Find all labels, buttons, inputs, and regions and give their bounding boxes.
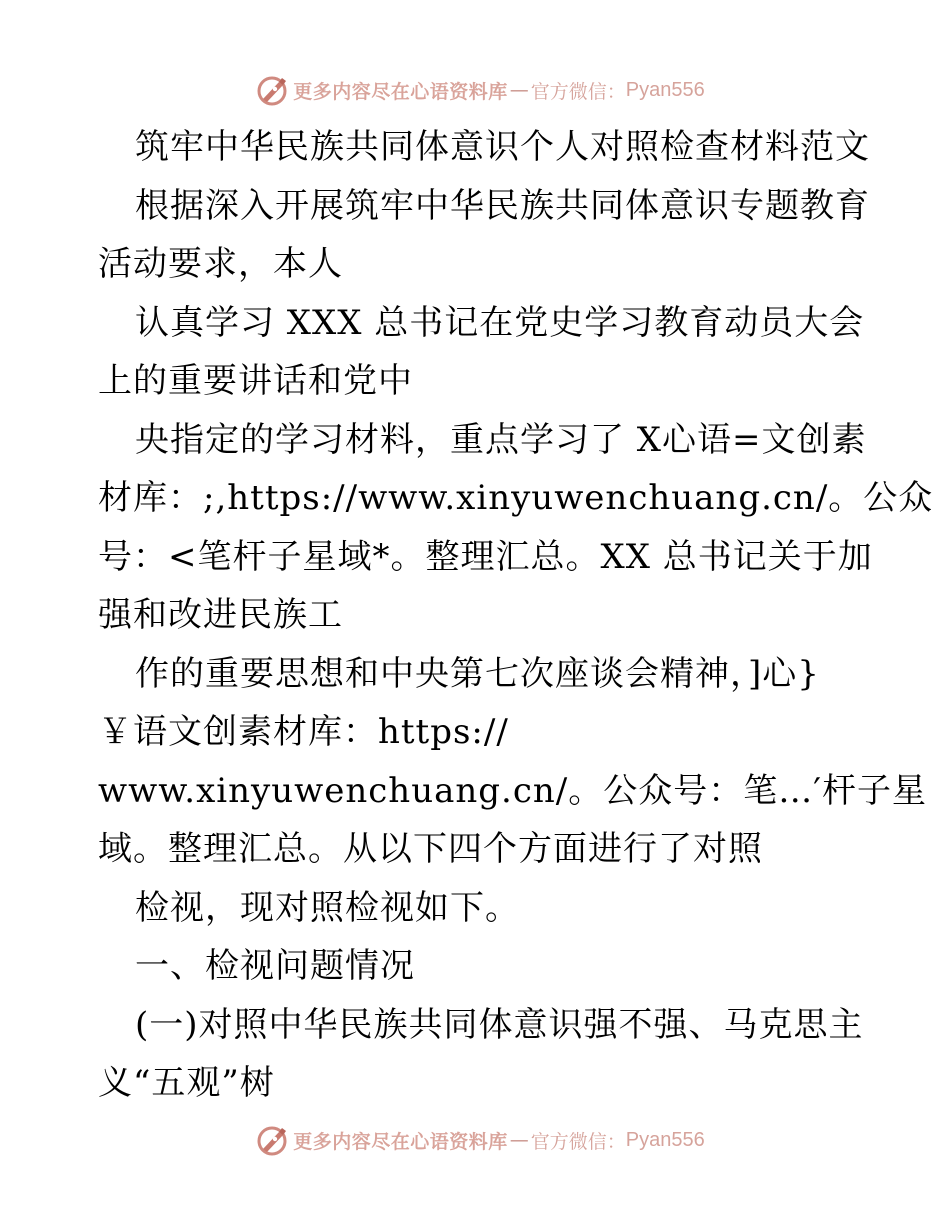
pen-circle-logo-icon: [255, 73, 289, 107]
paragraph-line: 检视，现对照检视如下。: [135, 888, 520, 928]
banner-separator: —: [509, 79, 529, 101]
paragraph-line: 号：<笔杆子星域*。整理汇总。XX 总书记关于加: [98, 537, 873, 577]
banner-content: [255, 73, 705, 107]
paragraph-line: 认真学习 XXX 总书记在党史学习教育动员大会: [135, 303, 865, 343]
paragraph-line: 活动要求，本人: [98, 244, 343, 284]
paragraph-line: 域。整理汇总。从以下四个方面进行了对照: [98, 829, 763, 869]
paragraph-line: 央指定的学习材料，重点学习了 X心语=文创素: [135, 420, 867, 460]
paragraph-line: www.xinyuwenchuang.cn/。公众号：笔…′杆子星: [98, 771, 927, 811]
document-title: 筑牢中华民族共同体意识个人对照检查材料范文: [135, 127, 870, 167]
paragraph-line: 作的重要思想和中央第七次座谈会精神，]心}: [135, 654, 820, 694]
banner-wechat-label: 官方微信：: [530, 1130, 626, 1153]
banner-wechat-id: Pyan556: [625, 1128, 705, 1151]
paragraph-line: ￥语文创素材库：https://: [98, 712, 509, 752]
banner-main-text: 更多内容尽在心语资料库: [293, 80, 508, 103]
paragraph-line: 义“五观”树: [98, 1063, 275, 1103]
paragraph-line: 材库：;,https://www.xinyuwenchuang.cn/。公众: [98, 478, 934, 518]
pen-circle-logo-icon: [255, 1123, 289, 1157]
banner-separator: —: [509, 1129, 529, 1151]
banner-wechat-label: 官方微信：: [530, 80, 626, 103]
section-heading: 一、检视问题情况: [135, 946, 415, 986]
banner-wechat-id: Pyan556: [625, 78, 705, 101]
banner-content: [255, 1123, 705, 1157]
paragraph-line: 强和改进民族工: [98, 595, 343, 635]
footer-watermark-banner: [0, 1120, 950, 1160]
banner-main-text: 更多内容尽在心语资料库: [293, 1130, 508, 1153]
paragraph-line: 上的重要讲话和党中: [98, 361, 413, 401]
paragraph-line: 根据深入开展筑牢中华民族共同体意识专题教育: [135, 186, 870, 226]
subsection-heading: (一)对照中华民族共同体意识强不强、马克思主: [135, 1005, 864, 1045]
header-watermark-banner: [0, 70, 950, 110]
